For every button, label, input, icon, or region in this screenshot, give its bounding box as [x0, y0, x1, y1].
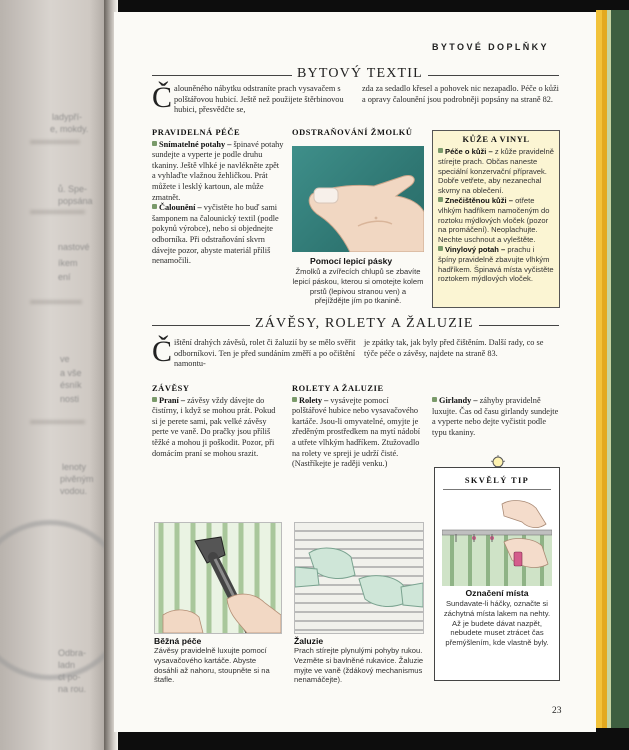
page-edge — [611, 10, 629, 728]
box-heading: KŮŽE A VINYL — [462, 135, 530, 144]
item-text: prachu i špíny pravidelně zbavujte vlhkým hadříkem. Špinavá místa vyčistěte roztokem mýdlových vloček. — [438, 244, 554, 284]
box-content — [433, 147, 559, 284]
vacuum-curtain-illustration — [155, 523, 281, 633]
item-title: Čalounění – — [159, 203, 202, 213]
drop-cap: Č — [152, 335, 173, 368]
item-text: vysávejte pomocí polštářové hubice nebo vysavačového kartáče. Jsou-li omyvatelné, omyjte je zředěným prostředkem na mytí nádobí a utřete vlhkým hadříkem. Ztužovadlo na rolety ve spreji je udrží čisté. (Nastříkejte je raději venku.) — [292, 395, 421, 469]
ghost-text: nosti — [60, 394, 80, 404]
bullet-square-icon — [438, 148, 443, 153]
tip-caption-text: Sundavate-li háčky, označte si záchytná místa lakem na nehty. Až je budete dávat nazpět, nebudete muset ztrácet čas přemýšlením, kde vlastně byly. — [443, 599, 551, 648]
ghost-text: ladypří- — [52, 112, 83, 122]
photo-lint-tape — [292, 146, 424, 252]
ghost-text: ladn — [58, 660, 76, 670]
ghost-text: vodou. — [60, 486, 88, 496]
drop-cap: Č — [152, 81, 173, 114]
tip-box — [434, 467, 560, 681]
tip-heading: SKVĚLÝ TIP — [464, 476, 530, 485]
ghost-text: íkem — [58, 258, 78, 268]
hand-with-tape-illustration — [292, 146, 424, 252]
item-title: Vinylový potah – — [445, 244, 506, 254]
bullet-square-icon — [152, 141, 157, 146]
section-title-curtains: ZÁVĚSY, ROLETY A ŽALUZIE — [250, 316, 479, 332]
intro-text: alouněného nábytku odstraníte prach vysavačem s polštářovou hubicí. Ještě než použijete štěrbinovou hubici, přesvědčte se, — [174, 84, 344, 115]
item-text: vyčistěte ho buď sami šamponem na čalounický textil (podle pokynů výrobce), nebo si objednejte odborníka. Při odstraňování skvrn dávejte pozor, abyste materiál příliš nenamočili. — [152, 203, 279, 266]
photo2-caption-text: Prach stírejte plynulými pohyby rukou. Vezměte si bavlněné rukavice. Žaluzie myjte ve vaně (ždákový mechanismus nenamáčejte). — [294, 646, 424, 685]
bullet-square-icon — [152, 204, 157, 209]
photo2-caption-title: Žaluzie — [294, 636, 324, 646]
ghost-text: ů. Spe- — [58, 184, 88, 194]
intro-textil-right: zda za sedadlo křesel a pohovek nic nezapadlo. Péče o kůži a opravy čalounění jsou podrobněji popsány na straně 82. — [362, 84, 559, 104]
column-regular-care — [152, 128, 284, 267]
item-title: Girlandy – — [439, 396, 478, 405]
left-page-blurred — [0, 0, 112, 750]
caption-title: Pomocí lepicí pásky — [310, 256, 393, 266]
photo-vacuum-curtain — [154, 522, 282, 634]
tip-caption-title: Označení místa — [465, 588, 529, 598]
running-head: BYTOVÉ DOPLŇKY — [432, 42, 549, 52]
column-heading-lint: ODSTRAŇOVÁNÍ ŽMOLKŮ — [292, 128, 413, 137]
blur-line — [30, 140, 80, 144]
item-text: záhyby pravidelně luxujte. Čas od času girlandy sundejte a vyperte nebo dejte vyčistit podle typu tkaniny. — [432, 396, 559, 437]
intro-textil-left — [152, 81, 354, 116]
ghost-text: ésník — [60, 380, 82, 390]
ghost-text: e, mokdy. — [50, 124, 89, 134]
ghost-text: lenoty — [62, 462, 87, 472]
ghost-text: ct po- — [58, 672, 81, 682]
ghost-text: ve — [60, 354, 70, 364]
item-text: z kůže pravidelně stírejte prach. Občas naneste speciální konzervační přípravek. Dobře vetřete, aby nezanechal skvrny na oblečení. — [438, 147, 554, 196]
bullet-square-icon — [438, 197, 443, 202]
ghost-text: Odbra- — [58, 648, 87, 658]
photo1-caption-text: Závěsy pravidelně luxujte pomocí vysavačového kartáče. Abyste dosáhli až nahoru, stoupněte si na štafle. — [154, 646, 270, 685]
item-title: Snímatelné potahy – — [159, 139, 232, 149]
bullet-square-icon — [432, 397, 437, 402]
ghost-text: pivěným — [60, 474, 94, 484]
column-blinds — [292, 384, 422, 470]
item-title: Rolety – — [299, 395, 329, 405]
page-number: 23 — [552, 706, 562, 716]
intro-text: ištění drahých závěsů, rolet či žaluzií by se mělo svěřit odborníkovi. Ten je před sundáním změří a po očištění namontu- — [174, 338, 356, 369]
ghost-text: ení — [58, 272, 71, 282]
ghost-text: a vše — [60, 368, 82, 378]
ghost-text: nastové — [58, 242, 90, 252]
column-heading: ROLETY A ŽALUZIE — [292, 384, 384, 393]
section-title-textil: BYTOVÝ TEXTIL — [292, 66, 428, 82]
item-title: Praní – — [159, 395, 186, 405]
column-curtains — [152, 384, 280, 459]
item-text: otřete vlhkým hadříkem namočeným do roztoku mýdlových vloček (pozor na promáčení). Neoplachujte. Nechte uschnout a vyleštěte. — [438, 195, 550, 245]
leather-vinyl-box — [432, 130, 560, 308]
bullet-square-icon — [152, 397, 157, 402]
photo-venetian-blinds — [294, 522, 424, 634]
blur-line — [30, 300, 82, 304]
column-heading: PRAVIDELNÁ PÉČE — [152, 128, 241, 137]
blur-line — [30, 210, 85, 214]
intro-curtains-right: je zpátky tak, jak byly před čištěním. Další rady, co se týče péče o závěsy, najdete na straně 83. — [364, 338, 544, 358]
intro-curtains-left — [152, 335, 356, 370]
blur-line — [30, 420, 85, 424]
column-garlands — [432, 396, 560, 438]
ghost-text: popsána — [58, 196, 93, 206]
caption-text: Žmolků a zvířecích chlupů se zbavíte lepicí páskou, kterou si omotejte kolem prstů (lepivou stranou ven) a přejíždějte jím po tkanině. — [292, 267, 424, 306]
tip-divider — [443, 489, 551, 490]
bullet-square-icon — [438, 246, 443, 251]
ghost-text: na rou. — [58, 684, 87, 694]
photo1-caption-title: Běžná péče — [154, 636, 202, 646]
item-title: Péče o kůži – — [445, 147, 493, 156]
item-text: závěsy vždy dávejte do čistírny, i když se mohou prát. Pokud si je perete sami, pak velké závěsy perte ve vaně. Do pračky jsou příliš těžké a mohou ji poškodit. Pozor, při domácím praní se mohou srazit. — [152, 395, 276, 458]
tip-illustration — [442, 494, 552, 586]
curtain-hooks-illustration — [442, 494, 552, 586]
blinds-gloves-illustration — [295, 523, 423, 633]
item-text: špinavé potahy sundejte a vyperte je podle druhu tkaniny. Ještě vlhké je navlékněte zpět a vyhlaďte vlažnou žehličkou. Prát můžete i lesklý kartoun, ale může zmatnět. — [152, 139, 284, 202]
bullet-square-icon — [292, 397, 297, 402]
column-heading: ZÁVĚSY — [152, 384, 190, 393]
item-title: Znečištěnou kůži – — [445, 195, 513, 205]
